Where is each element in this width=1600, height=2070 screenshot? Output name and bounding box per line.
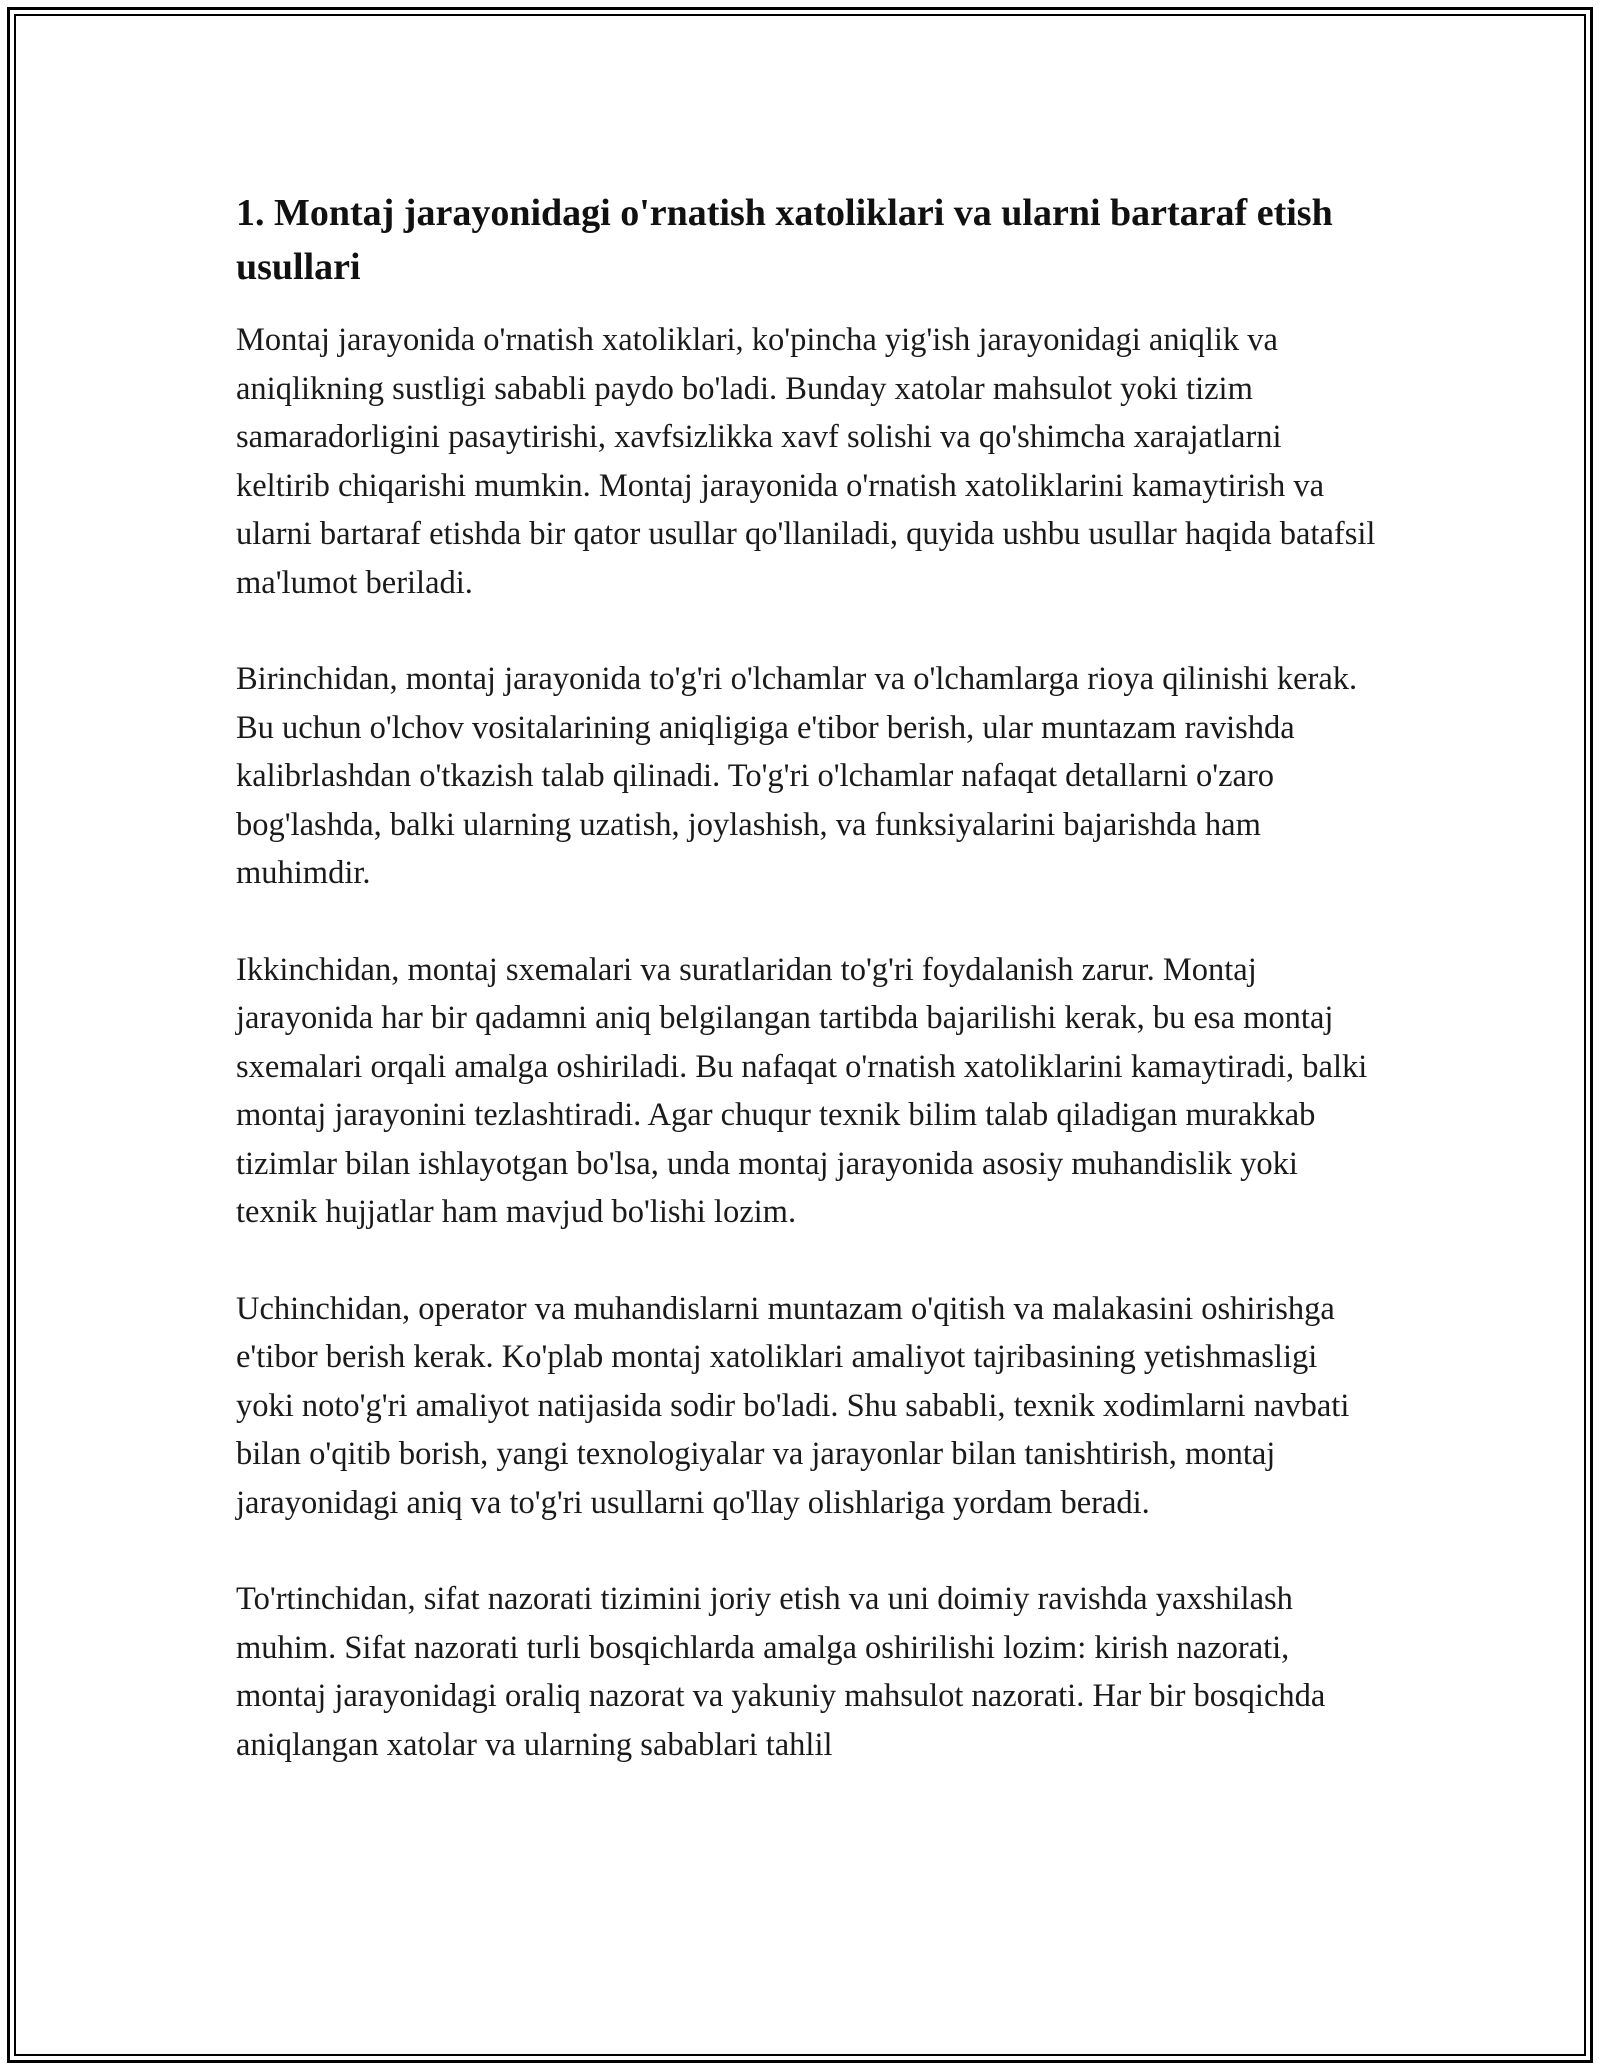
section-heading: 1. Montaj jarayonidagi o'rnatish xatoliklari va ularni bartaraf etish usullari [236, 192, 1333, 288]
paragraph-third: Uchinchidan, operator va muhandislarni muntazam o'qitish va malakasini oshirishga e'tibor berish kerak. Ko'plab montaj xatoliklari amaliyot tajribasining yetishmasligi yoki noto'g'ri amaliyot natijasida sodir bo'ladi. Shu sababli, texnik xodimlarni navbati bilan o'qitib borish, yangi texnologiyalar va jarayonlar bilan tanishtirish, montaj jarayonidagi aniq va to'g'ri usullarni qo'llay olishlariga yordam beradi. [236, 1290, 1350, 1521]
paragraph-intro: Montaj jarayonida o'rnatish xatoliklari, ko'pincha yig'ish jarayonidagi aniqlik va aniqlikning sustligi sababli paydo bo'ladi. Bunday xatolar mahsulot yoki tizim samaradorligini pasaytirishi, xavfsizlikka xavf solishi va qo'shimcha xarajatlarni keltirib chiqarishi mumkin. Montaj jarayonida o'rnatish xatoliklarini kamaytirish va ularni bartaraf etishda bir qator usullar qo'llaniladi, quyida ushbu usullar haqida batafsil ma'lumot beriladi. [236, 322, 1376, 601]
paragraph-first: Birinchidan, montaj jarayonida to'g'ri o'lchamlar va o'lchamlarga rioya qilinishi kerak. Bu uchun o'lchov vositalarining aniqligiga e'tibor berish, ular muntazam ravishda kalibrlashdan o'tkazish talab qilinadi. To'g'ri o'lchamlar nafaqat detallarni o'zaro bog'lashda, balki ularning uzatish, joylashish, va funksiyalarini bajarishda ham muhimdir. [236, 661, 1358, 891]
paragraph-fourth: To'rtinchidan, sifat nazorati tizimini joriy etish va uni doimiy ravishda yaxshilash muhim. Sifat nazorati turli bosqichlarda amalga oshirilishi lozim: kirish nazorati, montaj jarayonidagi oraliq nazorat va yakuniy mahsulot nazorati. Har bir bosqichda aniqlangan xatolar va ularning sabablari tahlil [236, 1581, 1326, 1763]
document-body [236, 186, 1376, 1817]
paragraph-second: Ikkinchidan, montaj sxemalari va suratlaridan to'g'ri foydalanish zarur. Montaj jarayonida har bir qadamni aniq belgilangan tartibda bajarilishi kerak, bu esa montaj sxemalari orqali amalga oshiriladi. Bu nafaqat o'rnatish xatoliklarini kamaytiradi, balki montaj jarayonini tezlashtiradi. Agar chuqur texnik bilim talab qiladigan murakkab tizimlar bilan ishlayotgan bo'lsa, unda montaj jarayonida asosiy muhandislik yoki texnik hujjatlar ham mavjud bo'lishi lozim. [236, 951, 1368, 1230]
